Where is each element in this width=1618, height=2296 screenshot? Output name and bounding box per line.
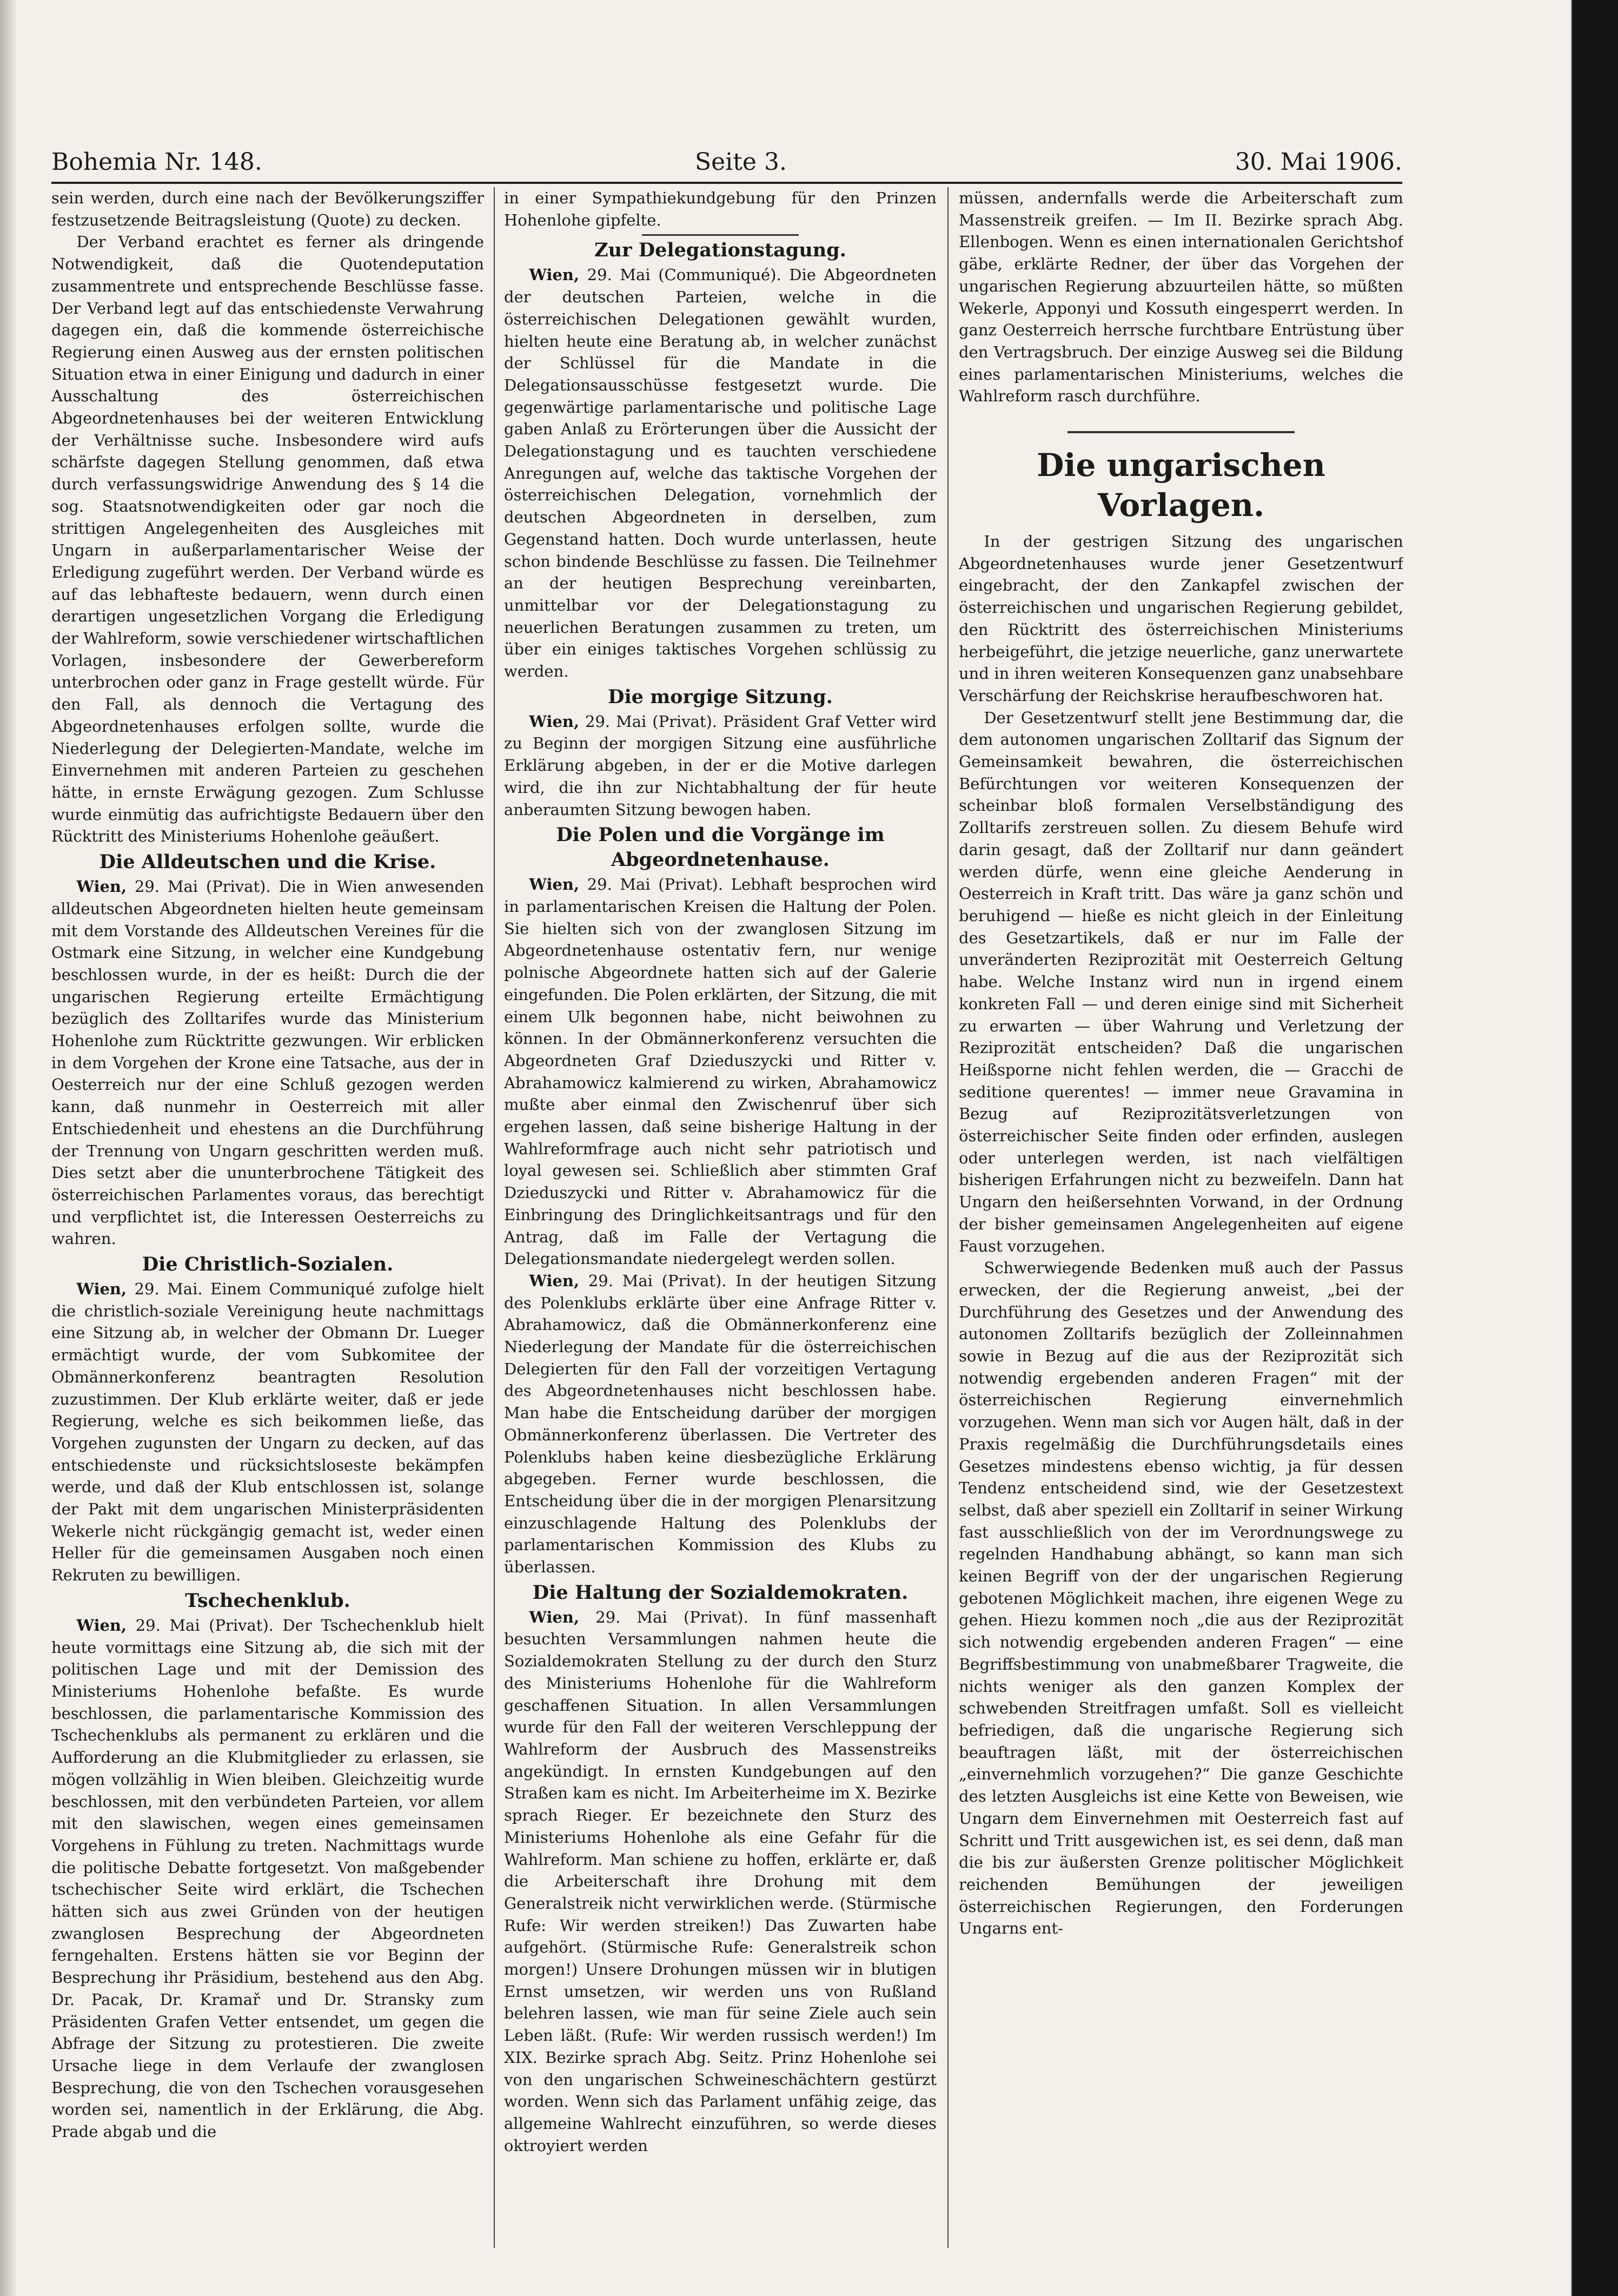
paragraph-text: Der Gesetzentwurf stellt jene Bestimmung dar, die dem autonomen ungarischen Zolltarif das Signum der Gemeinsamkeit bewahren, die österreichischen Befürchtungen vor weiteren Konsequenzen der scheinbar bloß formalen Verselbständigung des Zolltarifs zerstreuen sollen. Zu diesem Behufe wird darin gesagt, daß der Zolltarif nur dann geändert werden dürfe, wenn eine gleiche Aenderung in Oesterreich in Kraft tritt. Das wäre ja ganz schön und beruhigend — hieße es nicht gleich in der Einleitung des Gesetzartikels, daß er nur im Falle der unveränderten Reziprozität mit Oesterreich Geltung habe. Welche Instanz wird nun in irgend einem konkreten Fall — und deren einige sind mit Sicherheit zu erwarten — über Wahrung und Verletzung der Reziprozität entscheiden? Daß die ungarischen Heißsporne nicht fehlen werden, die — Gracchi de seditione querentes! — immer neue Gravamina in Bezug auf Reziprozitätsverletzungen von österreichischer Seite finden oder erfinden, auslegen oder unterlegen werden, ist nach vielfältigen bisherigen Erfahrungen nicht zu bezweifeln. Dann hat Ungarn den heißersehnten Vorwand, in der Ordnung der bisher gemeinsamen Angelegenheiten auf eigene Faust vorzugehen. <box>959 708 1403 1255</box>
paragraph-text: In der gestrigen Sitzung des ungarischen Abgeordnetenhauses wurde jener Gesetzentwurf eingebracht, der den Zankapfel zwischen der österreichischen und ungarischen Regierung gebildet, den Rücktritt des österreichischen Ministeriums herbeigeführt, die jetzige neuerliche, ganz unerwartete und in ihren weiteren Konsequenzen ganz unabsehbare Verschärfung der Reichskrise heraufbeschworen hat. <box>959 532 1403 705</box>
dateline: Wien, <box>529 1271 580 1290</box>
article-paragraph <box>51 1278 484 1586</box>
paragraph-text: 29. Mai. Einem Communiqué zufolge hielt die christlich-soziale Vereinigung heute nachmittags eine Sitzung ab, in welcher der Obmann Dr. Lueger ermächtigt wurde, der vom Subkomitee der Obmännerkonferenz beantragten Resolution zuzustimmen. Der Klub erklärte weiter, daß er jede Regierung, welche es sich beikommen ließe, das Vorgehen zugunsten der Ungarn zu decken, auf das entschiedenste und rücksichtsloseste bekämpfen werde, und daß der Klub entschlossen ist, solange der Pakt mit dem ungarischen Ministerpräsidenten Wekerle nicht rückgängig gemacht ist, weder einen Heller für die gemeinsamen Ausgaben noch einen Rekruten zu bewilligen. <box>51 1280 484 1585</box>
article-paragraph <box>504 187 937 231</box>
section-heading: Die morgige Sitzung. <box>608 685 833 708</box>
dateline: Wien, <box>529 1607 580 1626</box>
article-paragraph <box>504 711 937 821</box>
article-paragraph <box>51 231 484 848</box>
column-divider <box>947 187 949 2248</box>
paragraph-text: 29. Mai (Privat). In fünf massenhaft besuchten Versammlungen nahmen heute die Sozialdemokraten Stellung zu der durch den Sturz des Ministeriums Hohenlohe für die Wahlreform geschaffenen Situation. In allen Versammlungen wurde für den Fall der weiteren Verschleppung der Wahlreform der Ausbruch des Massenstreiks angekündigt. In ernsten Kundgebungen auf den Straßen kam es nicht. Im Arbeiterheime im X. Bezirke sprach Rieger. Er bezeichnete den Sturz des Ministeriums Hohenlohe als eine Gefahr für die Wahlreform. Man schiene zu hoffen, erklärte er, daß die Arbeiterschaft ihre Drohung mit dem Generalstreik nicht verwirklichen werde. (Stürmische Rufe: Wir werden streiken!) Das Zuwarten habe aufgehört. (Stürmische Rufe: Generalstreik schon morgen!) Unsere Drohungen müssen wir in blutigen Ernst umsetzen, wir werden uns von Rußland belehren lassen, wie man für seine Ziele auch sein Leben läßt. (Rufe: Wir werden russisch werden!) Im XIX. Bezirke sprach Abg. Seitz. Prinz Hohenlohe sei von den ungarischen Schweineschächtern gestürzt worden. Wenn sich das Parlament unfähig zeige, das allgemeine Wahlrecht einzuführen, so werde dieses oktroyiert werden <box>504 1607 937 2155</box>
article-paragraph <box>51 876 484 1250</box>
article-rule <box>1067 431 1295 433</box>
column-divider <box>494 187 495 2248</box>
article-paragraph <box>959 707 1403 1258</box>
article-paragraph <box>51 1615 484 2143</box>
issue-date: 30. Mai 1906. <box>1235 148 1402 176</box>
text-column-2 <box>504 187 937 2248</box>
text-column-1 <box>51 187 484 2248</box>
text-column-3 <box>959 187 1403 2248</box>
dateline: Wien, <box>76 1616 127 1635</box>
section-heading: Die Haltung der Sozialdemokraten. <box>532 1581 909 1604</box>
paragraph-text: 29. Mai (Privat). Lebhaft besprochen wird in parlamentarischen Kreisen die Haltung der Polen. Sie hielten sich von der zwanglosen Sitzung im Abgeordnetenhause ostentativ fern, nur wenige polnische Abgeordnete hatten sich auf der Galerie eingefunden. Die Polen erklärten, der Sitzung, die mit einem Ulk begonnen habe, nicht beiwohnen zu können. In der Obmännerkonferenz versuchten die Abgeordneten Graf Dzieduszycki und Ritter v. Abrahamowicz kalmierend zu wirken, Abrahamowicz mußte aber einmal den Zwischenruf über sich ergehen lassen, daß seine bisherige Haltung in der Wahlreformfrage auch nicht sehr patriotisch und loyal gewesen sei. Schließlich aber stimmten Graf Dzieduszycki und Ritter v. Abrahamowicz für die Einbringung des Dringlichkeitsantrags und für den Antrag, daß im Falle der Vertagung die Delegationsmandate niedergelegt werden sollen. <box>504 875 937 1268</box>
dateline: Wien, <box>529 266 580 284</box>
paragraph-text: in einer Sympathiekundgebung für den Prinzen Hohenlohe gipfelte. <box>504 189 937 229</box>
dateline: Wien, <box>529 712 580 731</box>
article-paragraph <box>504 264 937 682</box>
dateline: Wien, <box>529 875 580 894</box>
page-number: Seite 3. <box>695 148 787 176</box>
paragraph-text: Der Verband erachtet es ferner als dringende Notwendigkeit, daß die Quotendeputation zusammentrete und entsprechende Beschlüsse fasse. Der Verband legt auf das entschiedenste Verwahrung dagegen ein, daß die kommende österreichische Regierung einen Ausweg aus der ernsten politischen Situation etwa in einer Einigung und dadurch in einer Ausschaltung des österreichischen Abgeordnetenhauses bei der weiteren Entwicklung der Verhältnisse suche. Insbesondere wird aufs schärfste dagegen Stellung genommen, daß etwa durch verfassungswidrige Anwendung des § 14 die sog. Staatsnotwendigkeiten oder gar noch die strittigen Angelegenheiten des Ausgleiches mit Ungarn in außerparlamentarischer Weise der Erledigung zugeführt werden. Der Verband würde es auf das lebhafteste bedauern, wenn durch einen derartigen ungesetzlichen Vorgang die Erledigung der Wahlreform, sowie verschiedener wirtschaftlichen Vorlagen, insbesondere der Gewerbereform unterbrochen oder ganz in Frage gestellt würde. Für den Fall, als dennoch die Vertagung des Abgeordnetenhauses erfolgen sollte, wurde die Niederlegung der Delegierten-Mandate, welche im Einvernehmen mit anderen Parteien zu geschehen hätte, in ernste Erwägung gezogen. Zum Schlusse wurde einmütig das aufrichtigste Bedauern über den Rücktritt des Ministeriums Hohenlohe geäußert. <box>51 233 484 846</box>
header-rule <box>51 182 1402 184</box>
section-heading: Tschechenklub. <box>185 1589 350 1612</box>
dateline: Wien, <box>76 1280 127 1299</box>
binding-edge <box>0 0 16 2296</box>
paragraph-text: sein werden, durch eine nach der Bevölkerungsziffer festzusetzende Beitragsleistung (Quote) zu decken. <box>51 189 484 229</box>
dateline: Wien, <box>76 877 127 896</box>
section-heading: Die Christlich-Sozialen. <box>142 1253 394 1276</box>
paragraph-text: Schwerwiegende Bedenken muß auch der Passus erwecken, der die Regierung anweist, „bei der Durchführung des Gesetzes und der Anwendung des autonomen Zolltarifs bezüglich der Zolleinnahmen sowie in Bezug auf die aus der Reziprozität sich notwendig ergebenden anderen Fragen“ mit der österreichischen Regierung einvernehmlich vorzugehen. Wenn man sich vor Augen hält, daß in der Praxis regelmäßig die Durchführungsdetails eines Gesetzes mindestens ebenso wichtig, ja für dessen Tendenz entscheidend sind, wie der Gesetzestext selbst, daß aber speziell ein Zolltarif in seiner Wirkung fast ausschließlich von der im Verordnungswege zu regelnden Handhabung abhängt, so kann man sich keinen Begriff von der der ungarischen Regierung gebotenen Möglichkeit machen, ihre eigenen Wege zu gehen. Hiezu kommen noch „die aus der Reziprozität sich notwendig ergebenden anderen Fragen“ — eine Begriffsbestimmung von unabmeßbarer Tragweite, die nichts weniger als den ganzen Komplex der schwebenden Streitfragen umfaßt. Soll es vielleicht befriedigen, daß die ungarische Regierung sich beauftragen läßt, mit der österreichischen „einvernehmlich vorzugehen?“ Die ganze Geschichte des letzten Ausgleichs ist eine Kette von Beweisen, wie Ungarn dem Einvernehmen mit Oesterreich fast auf Schritt und Tritt ausgewichen ist, es sei denn, daß man die bis zur äußersten Grenze politischer Möglichkeit reichenden Bemühungen der jeweiligen österreichischen Regierungen, den Forderungen Ungarns ent- <box>959 1259 1403 1938</box>
article-paragraph <box>504 874 937 1270</box>
section-rule <box>642 234 799 236</box>
paragraph-text: 29. Mai (Privat). Der Tschechenklub hielt heute vormittags eine Sitzung ab, die sich mit der politischen Lage und mit der Demission des Ministeriums Hohenlohe befaßte. Es wurde beschlossen, die parlamentarische Kommission des Tschechenklubs als permanent zu erklären und die Aufforderung an die Klubmitglieder zu erlassen, sie mögen vollzählig in Wien bleiben. Gleichzeitig wurde beschlossen, mit den verbündeten Parteien, vor allem mit den slawischen, wegen eines gemeinsamen Vorgehens in Fühlung zu treten. Nachmittags wurde die politische Debatte fortgesetzt. Von maßgebender tschechischer Seite wird erklärt, die Tschechen hätten sich aus zwei Gründen von der heutigen zwanglosen Besprechung der Abgeordneten ferngehalten. Erstens hätten sie vor Beginn der Besprechung ihr Präsidium, bestehend aus den Abg. Dr. Pacak, Dr. Kramař und Dr. Stransky zum Präsidenten Grafen Vetter entsendet, um gegen die Abfrage der Sitzung zu protestieren. Die zweite Ursache liege in dem Verlaufe der zwanglosen Besprechung, die von den Tschechen vorausgesehen worden sei, namentlich in der Erklärung, die Abg. Prade abgab und die <box>51 1616 484 2141</box>
paragraph-text: 29. Mai (Privat). Präsident Graf Vetter wird zu Beginn der morgigen Sitzung eine ausführliche Erklärung abgeben, in der er die Motive darlegen wird, die ihn zur Nichtabhaltung der für heute anberaumten Sitzung bewogen haben. <box>504 712 937 819</box>
article-paragraph <box>504 1270 937 1578</box>
article-headline: Die ungarischen Vorlagen. <box>1037 447 1325 524</box>
paragraph-text: 29. Mai (Privat). Die in Wien anwesenden alldeutschen Abgeordneten hielten heute gemeinsam mit dem Vorstande des Alldeutschen Vereines für die Ostmark eine Sitzung, in welcher eine Kundgebung beschlossen wurde, in der es heißt: Durch die der ungarischen Regierung erteilte Ermächtigung bezüglich des Zolltarifes wurde das Ministerium Hohenlohe zum Rücktritte gezwungen. Wir erblicken in dem Vorgehen der Krone eine Tatsache, aus der in Oesterreich nur der eine Schluß gezogen werden kann, daß nunmehr in Oesterreich mit aller Entschiedenheit und ehestens an die Durchführung der Trennung von Ungarn geschritten werden muß. Dies setzt aber die ununterbrochene Tätigkeit des österreichischen Parlamentes voraus, das berechtigt und verpflichtet ist, die Interessen Oesterreichs zu wahren. <box>51 877 484 1248</box>
article-paragraph <box>959 1257 1403 1940</box>
paragraph-text: müssen, andernfalls werde die Arbeiterschaft zum Massenstreik greifen. — Im II. Bezirke sprach Abg. Ellenbogen. Wenn es einen internationalen Gerichtshof gäbe, erklärte Redner, der über das Vorgehen der ungarischen Regierung abzuurteilen hätte, so müßten Wekerle, Apponyi und Kossuth eingesperrt werden. In ganz Oesterreich herrsche furchtbare Entrüstung über den Vertragsbruch. Der einzige Ausweg sei die Bildung eines parlamentarischen Ministeriums, welches die Wahlreform rasch durchführe. <box>959 189 1403 406</box>
paragraph-text: 29. Mai (Privat). In der heutigen Sitzung des Polenklubs erklärte über eine Anfrage Ritter v. Abrahamowicz, daß die Obmännerkonferenz eine Niederlegung der Mandate für die österreichischen Delegierten für den Fall der vorzeitigen Vertagung des Abgeordnetenhauses nicht beschlossen habe. Man habe die Entscheidung darüber der morgigen Obmännerkonferenz überlassen. Die Vertreter des Polenklubs haben keine diesbezügliche Erklärung abgegeben. Ferner wurde beschlossen, die Entscheidung über die in der morgigen Plenarsitzung einzuschlagende Haltung des Polenklubs der parlamentarischen Kommission des Klubs zu überlassen. <box>504 1271 937 1577</box>
paragraph-text: 29. Mai (Communiqué). Die Abgeordneten der deutschen Parteien, welche in die österreichischen Delegationen gewählt wurden, hielten heute eine Beratung ab, in welcher zunächst der Schlüssel für die Mandate in die Delegationsausschüsse festgesetzt wurde. Die gegenwärtige parlamentarische und politische Lage gaben Anlaß zu Erörterungen über die Aussicht der Delegationstagung und es tauchten verschiedene Anregungen auf, welche das taktische Vorgehen der österreichischen Delegation, vornehmlich der deutschen Abgeordneten in derselben, zum Gegenstand hatten. Doch wurde unterlassen, heute schon bindende Beschlüsse zu fassen. Die Teilnehmer an der heutigen Besprechung vereinbarten, unmittelbar vor der Delegationstagung zu neuerlichen Beratungen zusammen zu treten, um über ein einiges taktisches Vorgehen schlüssig zu werden. <box>504 266 937 681</box>
section-heading: Zur Delegationstagung. <box>594 239 846 262</box>
article-paragraph <box>959 531 1403 707</box>
article-paragraph <box>959 187 1403 407</box>
page-header <box>51 145 1402 183</box>
masthead-issue: Bohemia Nr. 148. <box>51 148 262 176</box>
article-paragraph <box>504 1606 937 2157</box>
section-heading: Die Polen und die Vorgänge im Abgeordnetenhause. <box>556 824 885 871</box>
article-paragraph <box>51 187 484 231</box>
section-heading: Die Alldeutschen und die Krise. <box>99 851 436 874</box>
